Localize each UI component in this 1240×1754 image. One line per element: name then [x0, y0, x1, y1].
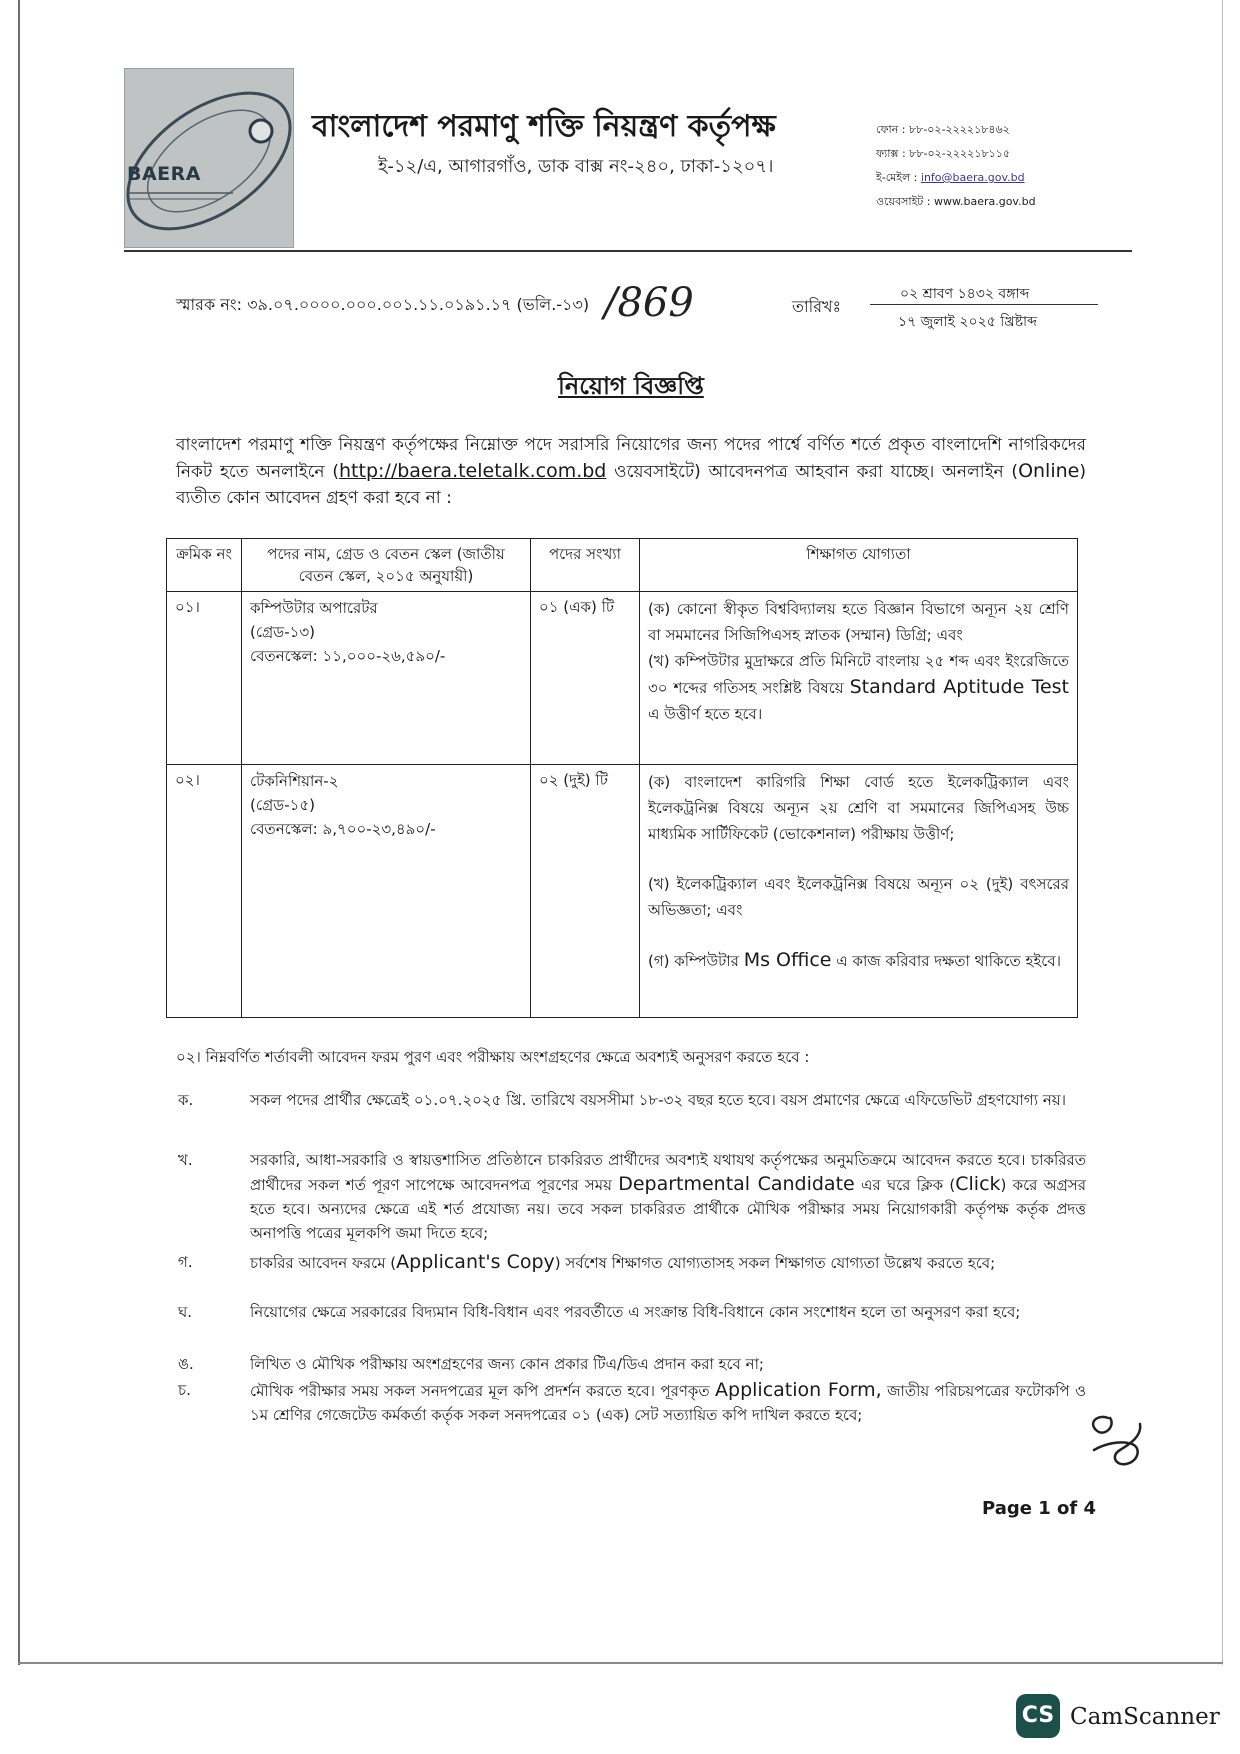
condition-text-part: সরকারি, আধা-সরকারি ও স্বায়ত্তশাসিত প্রতিষ্ঠানে চাকরিরত প্রার্থীদের অবশ্যই যথাযথ কর্তৃপক্ষের অনুমতিক্রমে আবেদন করতে হবে। চাকরিরত প্রার্থীদের সকল শর্ত পূরণ সাপেক্ষে আবেদনপত্র পূরণের সময়	[250, 1151, 1086, 1194]
camscanner-logo-icon: CS	[1016, 1694, 1060, 1738]
scan-edge-left	[18, 0, 20, 1665]
qualification-item	[648, 648, 1069, 727]
intro-text-3: ) ব্যতীত কোন আবেদন গ্রহণ করা হবে না :	[176, 462, 1086, 508]
date-bengali: ০২ শ্রাবণ ১৪৩২ বঙ্গাব্দ	[900, 286, 1030, 302]
handwritten-memo-number: /869	[604, 280, 694, 326]
condition-item	[178, 1300, 1086, 1324]
count-cell: ০২ (দুই) টি	[531, 765, 640, 1018]
qualification-text: (খ) কম্পিউটার মুদ্রাক্ষরে প্রতি মিনিটে বাংলায় ২৫ শব্দ এবং ইংরেজিতে ৩০ শব্দের গতিসহ সংশ্লিষ্ট বিষয়ে	[648, 652, 1069, 697]
qualification-text: এ উত্তীর্ণ হতে হবে।	[648, 705, 763, 723]
condition-item	[178, 1088, 1086, 1112]
conditions-heading: ০২। নিম্নবর্ণিত শর্তাবলী আবেদন ফরম পুরণ এবং পরীক্ষায় অংশগ্রহণের ক্ষেত্রে অবশ্যই অনুসরণ করতে হবে :	[176, 1048, 810, 1066]
condition-text	[250, 1148, 1086, 1245]
table-row	[167, 765, 1078, 1018]
posts-table	[166, 538, 1078, 1018]
organization-address: ই-১২/এ, আগারগাঁও, ডাক বাক্স নং-২৪০, ঢাকা-১২০৭।	[378, 156, 774, 177]
page-number: Page 1 of 4	[982, 1498, 1096, 1519]
table-header-row	[167, 539, 1078, 592]
date-gregorian: ১৭ জুলাই ২০২৫ খ্রিষ্টাব্দ	[898, 314, 1037, 330]
qualification-text: (গ) কম্পিউটার	[648, 952, 744, 970]
header-qualification: শিক্ষাগত যোগ্যতা	[640, 539, 1078, 592]
table-row	[167, 592, 1078, 765]
departmental-candidate-term: Departmental Candidate	[618, 1173, 855, 1195]
post-grade: (গ্রেড-১৫)	[250, 796, 315, 814]
online-word: Online	[1018, 460, 1080, 482]
condition-text-part: জাতীয় পরিচয়পত্রের ফটোকপি ও ১ম শ্রেণির গেজেটেড কর্মকর্তা কর্তৃক সকল সনদপত্রের ০১ (এক) সেট সত্যায়িত কপি দাখিল করতে হবে;	[250, 1382, 1086, 1424]
contact-block	[876, 118, 1036, 214]
application-form-term: Application Form,	[715, 1379, 882, 1401]
condition-text-part: চাকরির আবেদন ফরমে (	[250, 1254, 397, 1272]
intro-paragraph	[176, 432, 1086, 511]
condition-item	[178, 1352, 1086, 1376]
header-serial: ক্রমিক নং	[167, 539, 242, 592]
qualification-item: (ক) কোনো স্বীকৃত বিশ্ববিদ্যালয় হতে বিজ্ঞান বিভাগে অন্যূন ২য় শ্রেণি বা সমমানের সিজিপিএসহ স্নাতক (সম্মান) ডিগ্রি; এবং	[648, 600, 1069, 644]
condition-text-part: এর ঘরে ক্লিক (	[854, 1176, 956, 1194]
count-cell: ০১ (এক) টি	[531, 592, 640, 765]
post-cell	[242, 592, 531, 765]
logo-text: BAERA	[127, 163, 202, 185]
serial-cell: ০১।	[167, 592, 242, 765]
condition-item	[178, 1378, 1086, 1427]
condition-text: সকল পদের প্রার্থীর ক্ষেত্রেই ০১.০৭.২০২৫ খ্রি. তারিখে বয়সসীমা ১৮-৩২ বছর হতে হবে। বয়স প্রমাণের ক্ষেত্রে এফিডেভিট গ্রহণযোগ্য নয়।	[250, 1091, 1066, 1109]
header-count: পদের সংখ্যা	[531, 539, 640, 592]
post-scale: বেতনস্কেল: ৯,৭০০-২৩,৪৯০/-	[250, 820, 436, 838]
post-name: টেকনিশিয়ান-২	[250, 772, 339, 790]
application-url-link[interactable]: http://baera.teletalk.com.bd	[339, 460, 607, 482]
organization-name: বাংলাদেশ পরমাণু শক্তি নিয়ন্ত্রণ কর্তৃপক্ষ	[312, 109, 776, 144]
camscanner-watermark: CamScanner	[1070, 1704, 1220, 1730]
condition-marker: ক.	[178, 1091, 194, 1109]
condition-marker: খ.	[178, 1151, 193, 1169]
condition-text: লিখিত ও মৌখিক পরীক্ষায় অংশগ্রহণের জন্য কোন প্রকার টিএ/ডিএ প্রদান করা হবে না;	[250, 1355, 764, 1373]
condition-marker: ঘ.	[178, 1303, 193, 1321]
condition-marker: ঙ.	[178, 1355, 194, 1373]
qualification-item: (খ) ইলেকট্রিক্যাল এবং ইলেকট্রনিক্স বিষয়ে অন্যূন ০২ (দুই) বৎসরের অভিজ্ঞতা; এবং	[648, 875, 1069, 919]
baera-logo	[124, 68, 294, 248]
fax-line: ফ্যাক্স : ৮৮-০২-২২২২১৮১১৫	[876, 147, 1011, 160]
click-term: Click	[955, 1173, 1001, 1195]
website-line[interactable]: ওয়েবসাইট : www.baera.gov.bd	[876, 195, 1036, 208]
condition-text	[250, 1250, 1086, 1275]
date-label: তারিখঃ	[792, 297, 842, 316]
applicant-copy-term: Applicant's Copy	[396, 1251, 555, 1273]
memo-number: স্মারক নং: ৩৯.০৭.০০০০.০০০.০০১.১১.০১৯১.১৭ (ভলি.-১৩)	[176, 295, 590, 314]
intro-text-2: ওয়েবসাইটে) আবেদনপত্র আহবান করা যাচ্ছে। অনলাইন (	[606, 462, 1019, 482]
post-name: কম্পিউটার অপারেটর	[250, 599, 378, 617]
notice-title: নিয়োগ বিজ্ঞপ্তি	[558, 372, 704, 400]
serial-cell: ০২।	[167, 765, 242, 1018]
intro-text-1: বাংলাদেশ পরমাণু শক্তি নিয়ন্ত্রণ কর্তৃপক্ষের নিম্নোক্ত পদে সরাসরি নিয়োগের জন্য পদের পার্শ্বে বর্ণিত শর্তে প্রকৃত বাংলাদেশি নাগরিকদের নিকট হতে অনলাইনে (	[176, 435, 1086, 482]
condition-text: নিয়োগের ক্ষেত্রে সরকারের বিদ্যমান বিধি-বিধান এবং পরবর্তীতে এ সংক্রান্ত বিধি-বিধানে কোন সংশোধন হলে তা অনুসরণ করা হবে;	[250, 1303, 1021, 1321]
date-divider	[870, 304, 1098, 305]
scan-edge-right	[1222, 0, 1223, 1665]
post-scale: বেতনস্কেল: ১১,০০০-২৬,৫৯০/-	[250, 647, 446, 665]
condition-text-part: ) করে অগ্রসর হতে হবে। অন্যদের ক্ষেত্রে এই শর্ত প্রযোজ্য নয়। তবে সকল চাকরিরত প্রার্থীকে মৌখিক পরীক্ষার সময় নিয়োগকারী কর্তৃপক্ষ কর্তৃক প্রদত্ত অনাপত্তি পত্রের মূলকপি জমা দিতে হবে;	[250, 1176, 1087, 1242]
header-divider	[124, 250, 1132, 252]
email-line	[876, 166, 1036, 190]
qualification-text: এ কাজ করিবার দক্ষতা থাকিতে হইবে।	[831, 952, 1061, 970]
email-link[interactable]: info@baera.gov.bd	[920, 171, 1025, 184]
header-post: পদের নাম, গ্রেড ও বেতন স্কেল (জাতীয় বেতন স্কেল, ২০১৫ অনুযায়ী)	[242, 539, 531, 592]
scan-edge-bottom	[18, 1662, 1223, 1664]
post-grade: (গ্রেড-১৩)	[250, 623, 315, 641]
condition-text-part: মৌখিক পরীক্ষার সময় সকল সনদপত্রের মূল কপি প্রদর্শন করতে হবে। পূরণকৃত	[250, 1382, 716, 1400]
post-cell	[242, 765, 531, 1018]
condition-marker: গ.	[178, 1253, 193, 1271]
email-label: ই-মেইল :	[876, 171, 918, 184]
condition-text-part: ) সর্বশেষ শিক্ষাগত যোগ্যতাসহ সকল শিক্ষাগত যোগ্যতা উল্লেখ করতে হবে;	[554, 1254, 996, 1272]
condition-item	[178, 1250, 1086, 1275]
condition-item	[178, 1148, 1086, 1245]
qualification-item	[648, 947, 1069, 974]
qualification-software-name: Ms Office	[743, 949, 832, 971]
condition-text	[250, 1378, 1086, 1427]
phone-line: ফোন : ৮৮-০২-২২২২১৮৪৬২	[876, 123, 1010, 136]
qualification-test-name: Standard Aptitude Test	[849, 676, 1069, 698]
signature	[1080, 1410, 1150, 1478]
qualification-cell	[640, 592, 1078, 765]
qualification-cell	[640, 765, 1078, 1018]
condition-marker: চ.	[178, 1381, 191, 1399]
qualification-item: (ক) বাংলাদেশ কারিগরি শিক্ষা বোর্ড হতে ইলেকট্রিক্যাল এবং ইলেকট্রনিক্স বিষয়ে অন্যূন ২য় শ্রেণি বা সমমানের জিপিএসহ উচ্চ মাধ্যমিক সার্টিফিকেট (ভোকেশনাল) পরীক্ষায় উত্তীর্ণ;	[648, 773, 1069, 843]
